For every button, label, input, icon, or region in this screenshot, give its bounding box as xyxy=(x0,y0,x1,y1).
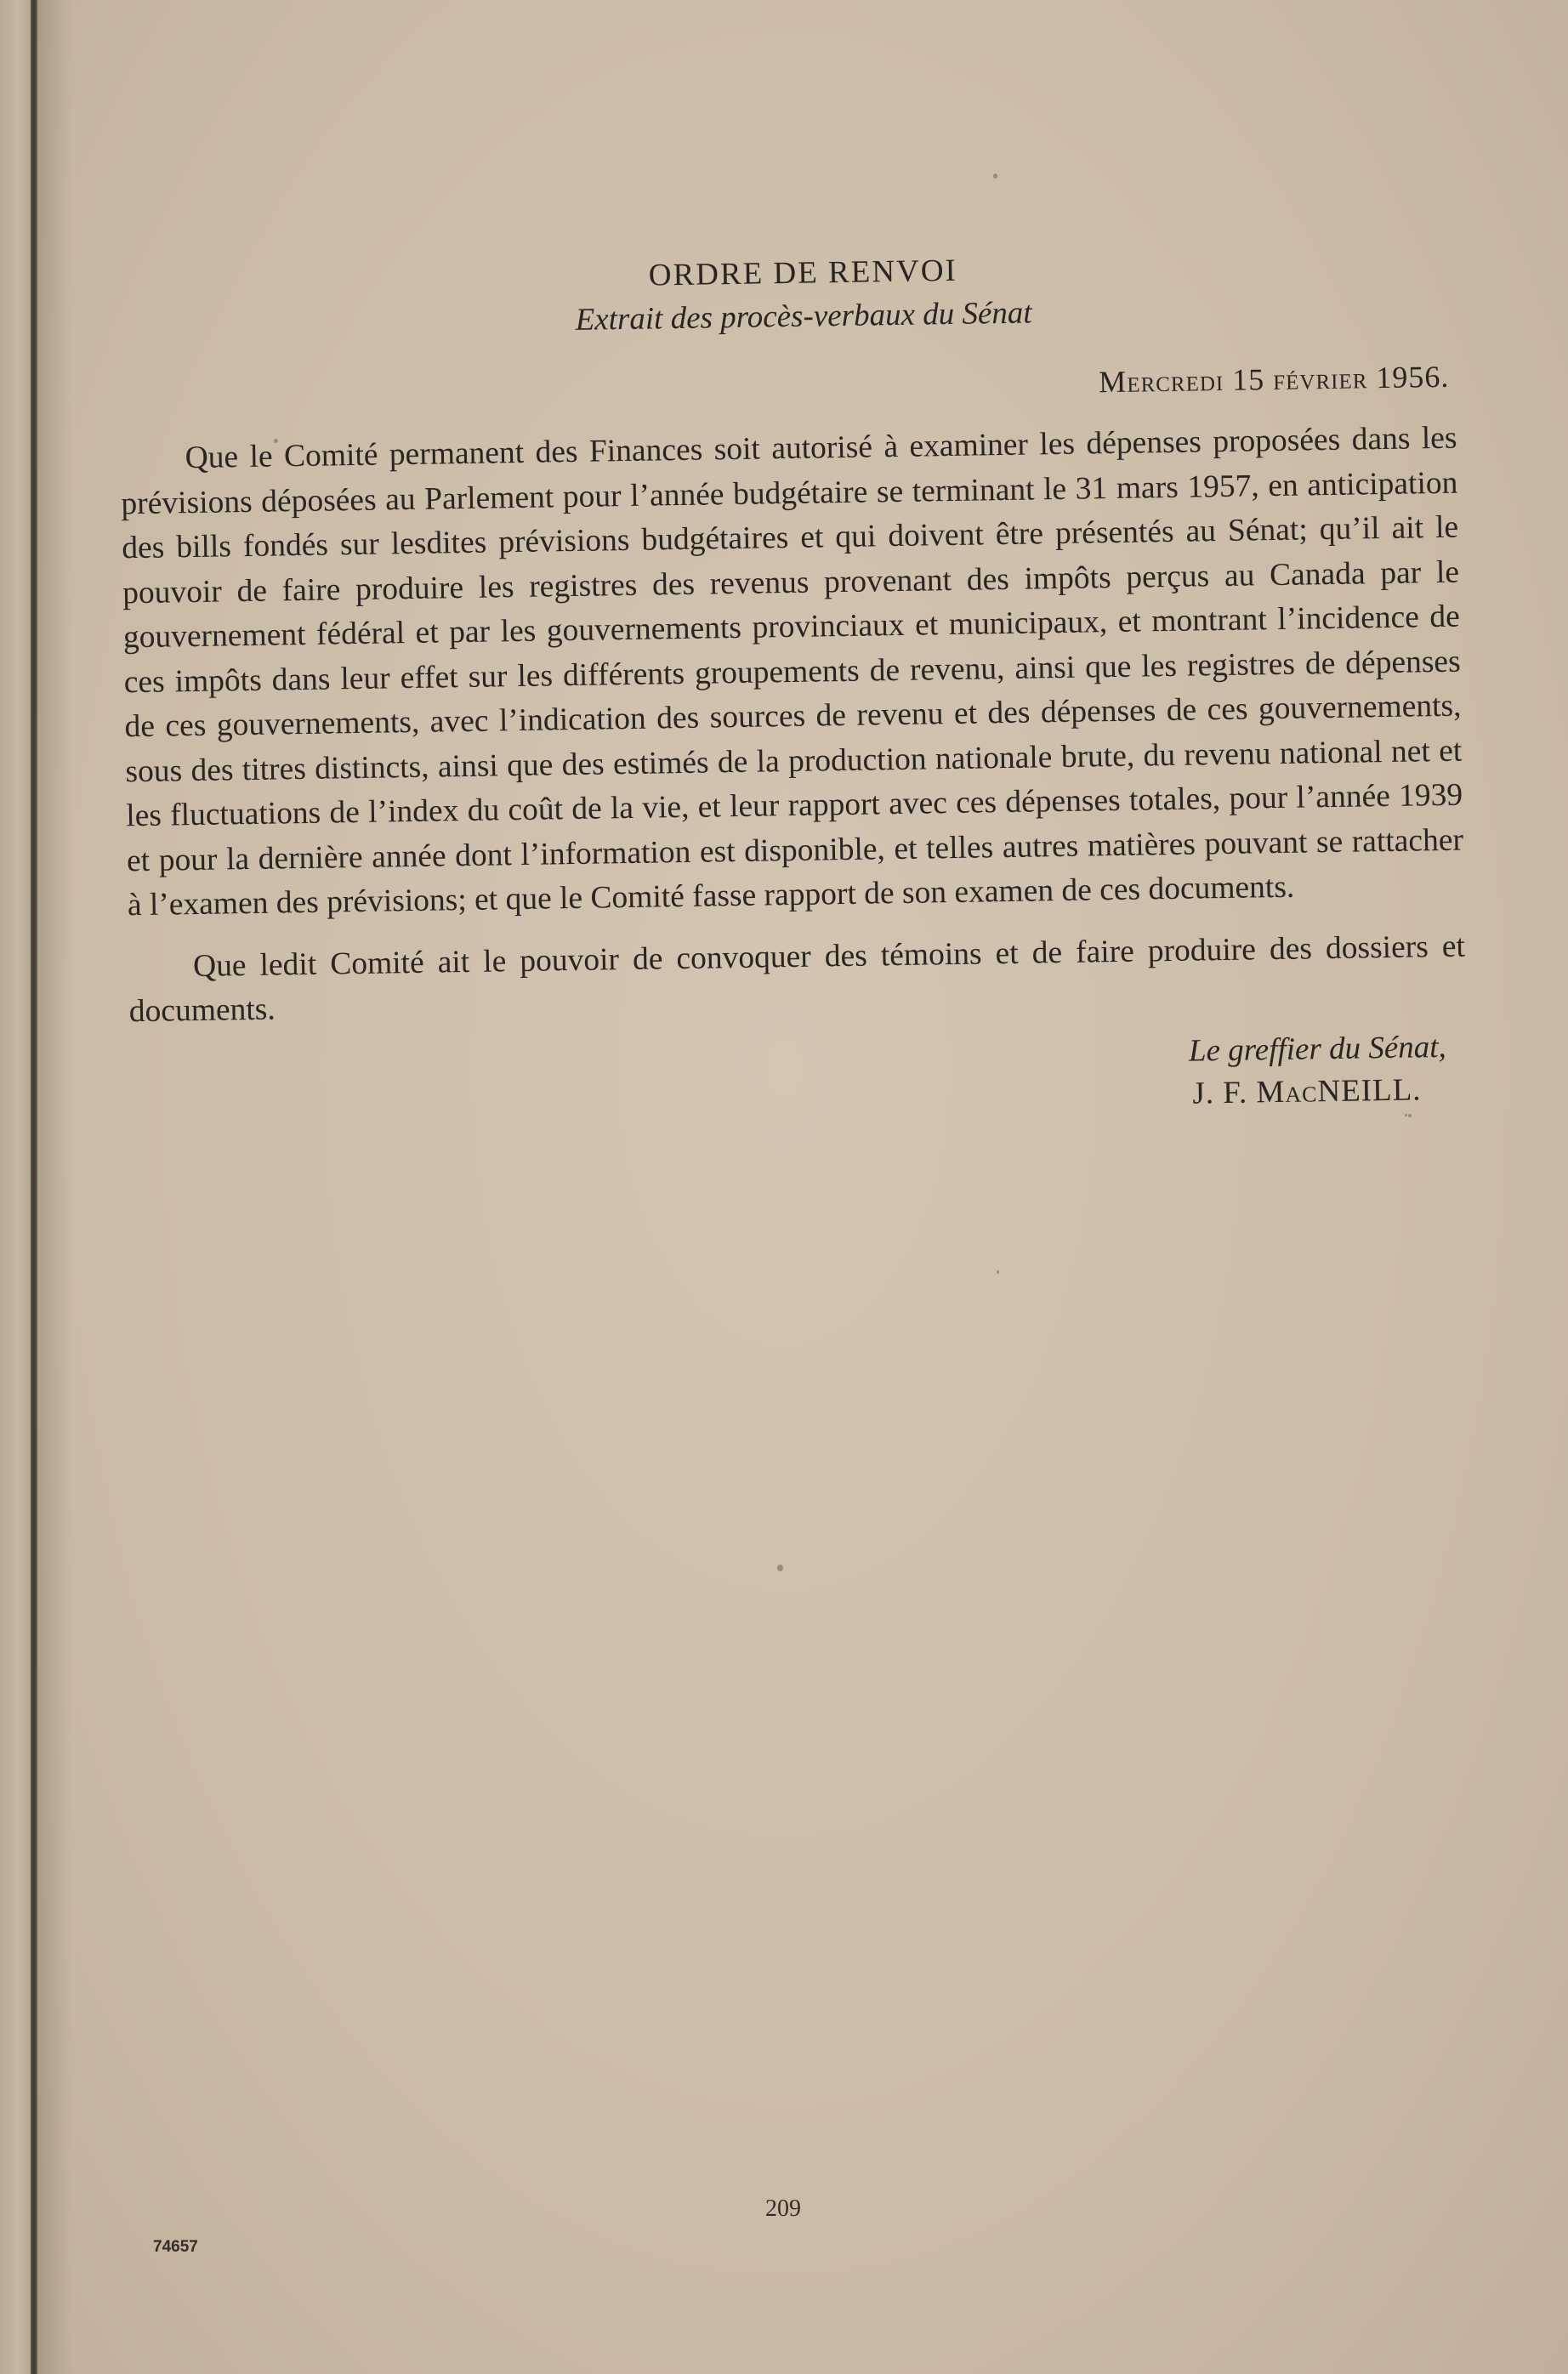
order-paragraph: Que le Comité permanent des Finances soit autorisé à examiner les dépenses proposées dans les prévisions déposées au Parlement pour l’année budgétaire se terminant le 31 mars 1957, en anticipation des bills fondés sur lesdites prévisions budgétaires et qui doivent être présentés au Sénat; qu’il ait le pouvoir de faire produire les registres des revenus provenant des impôts perçus au Canada par le gouvernement fédéral et par les gouvernements provinciaux et municipaux, et montrant l’incidence de ces impôts dans leur effet sur les différents groupements de revenu, ainsi que les registres de dépenses de ces gouvernements, avec l’indication des sources de revenu et des dépenses de ces gouvernements, sous des titres distincts, ainsi que des estimés de la production nationale brute, du revenu national net et les fluctuations de l’index du coût de la vie, et leur rapport avec ces dépenses totales, pour l’année 1939 et pour la dernière année dont l’information est disponible, et telles autres matières pouvant se rattacher à l’examen des prévisions; et que le Comité fasse rapport de son examen de ces documents. xyxy=(121,420,1464,923)
order-paragraph: Que ledit Comité ait le pouvoir de convoquer des témoins et de faire produire des dossiers et documents. xyxy=(128,929,1466,1030)
binding-shadow xyxy=(37,0,71,2374)
signature-name: J. F. MacNEILL. xyxy=(1192,1071,1422,1111)
document-heading: ORDRE DE RENVOI xyxy=(648,253,958,293)
paper-speck xyxy=(1405,1114,1407,1116)
signature-block xyxy=(130,1025,1468,1132)
binding-edge xyxy=(0,0,31,2374)
paper-speck xyxy=(777,1565,783,1571)
signature-title: Le greffier du Sénat, xyxy=(1188,1029,1447,1069)
document-subheading: Extrait des procès-verbaux du Sénat xyxy=(575,295,1032,338)
sitting-date: Mercredi 15 février 1956. xyxy=(1098,359,1450,400)
paper-speck xyxy=(997,1270,999,1274)
print-code: 74657 xyxy=(153,2238,198,2256)
binding-gutter-line xyxy=(31,0,37,2374)
document-body xyxy=(117,245,1468,1132)
paper-speck xyxy=(1408,1114,1412,1117)
page-number: 209 xyxy=(765,2195,801,2222)
paper-speck xyxy=(993,173,997,179)
